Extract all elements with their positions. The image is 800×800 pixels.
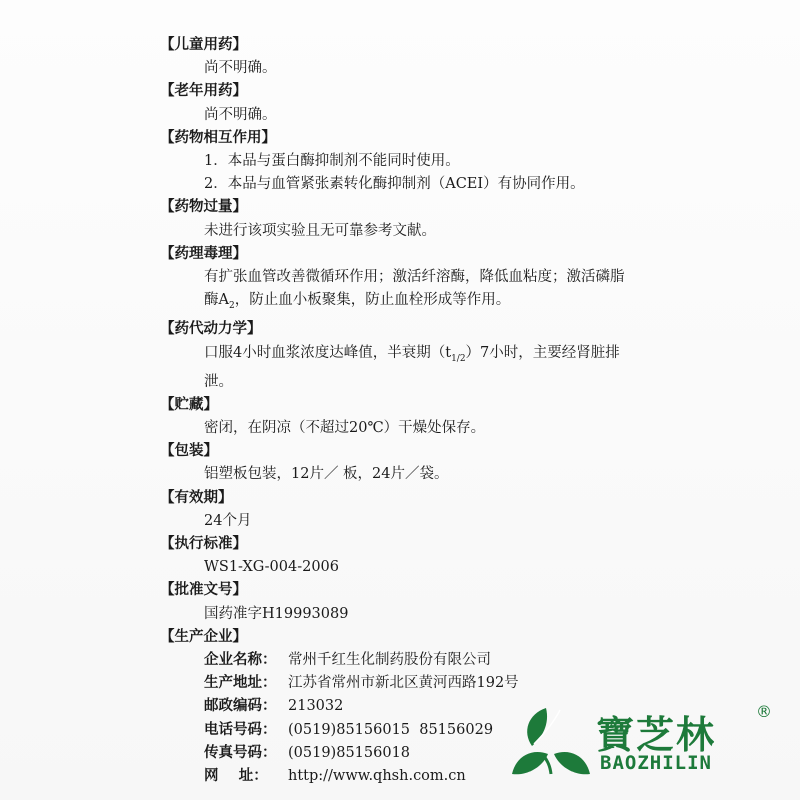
section-text-pharmacology <box>160 266 634 318</box>
section-text-overdose: 未进行该项实验且无可靠参考文献。 <box>204 222 436 239</box>
pharmacokinetics-text-b: ）7小时，主要经肾脏排泄。 <box>204 344 620 390</box>
leaf-logo-icon <box>508 700 594 780</box>
section-text-pharmacokinetics <box>160 342 634 394</box>
leaflet-text <box>160 34 640 788</box>
section-text-approval: 国药准字H19993089 <box>204 605 349 622</box>
logo-english-name: BAOZHILIN <box>600 752 712 774</box>
section-heading-interactions: 【药物相互作用】 <box>160 129 276 146</box>
section-heading-standard: 【执行标准】 <box>160 536 247 553</box>
manufacturer-value-address: 江苏省常州市新北区黄河西路192号 <box>288 675 519 692</box>
section-heading-package: 【包装】 <box>160 443 218 460</box>
manufacturer-value-fax: (0519)85156018 <box>288 744 411 761</box>
section-text-package: 铝塑板包装，12片／ 板，24片／袋。 <box>204 466 449 483</box>
manufacturer-value-name: 常州千红生化制药股份有限公司 <box>288 652 491 669</box>
interaction-item-2: 2．本品与血管紧张素转化酶抑制剂（ACEI）有协同作用。 <box>204 176 585 193</box>
manufacturer-label-address: 生产地址： <box>204 675 277 692</box>
section-heading-children: 【儿童用药】 <box>160 37 247 53</box>
section-heading-pharmacology: 【药理毒理】 <box>160 245 247 262</box>
manufacturer-row-name <box>160 649 640 672</box>
interaction-item-1: 1．本品与蛋白酶抑制剂不能同时使用。 <box>204 153 460 170</box>
section-heading-manufacturer: 【生产企业】 <box>160 628 247 645</box>
manufacturer-label-name: 企业名称： <box>204 652 277 669</box>
section-heading-overdose: 【药物过量】 <box>160 199 247 216</box>
manufacturer-row-address <box>160 672 640 695</box>
manufacturer-label-fax: 传真号码： <box>204 744 277 761</box>
manufacturer-value-phone: (0519)85156015 85156029 <box>288 721 494 738</box>
manufacturer-label-website: 网 址： <box>204 768 268 785</box>
pharmacology-text-b: ，防止血小板聚集，防止血栓形成等作用。 <box>234 292 511 309</box>
registered-mark: ® <box>756 702 772 721</box>
logo-chinese-name: 寶芝林 <box>596 712 717 757</box>
section-heading-elderly: 【老年用药】 <box>160 83 247 100</box>
brand-logo <box>508 700 778 780</box>
manufacturer-label-phone: 电话号码： <box>204 721 277 738</box>
section-text-validity: 24个月 <box>204 512 252 529</box>
pharmacology-text-a: 有扩张血管改善微循环作用；激活纤溶酶，降低血粘度；激活磷脂酶A <box>204 269 625 309</box>
section-text-standard: WS1-XG-004-2006 <box>204 559 339 576</box>
section-heading-validity: 【有效期】 <box>160 489 233 506</box>
pharmacology-subscript: 2 <box>228 301 235 312</box>
manufacturer-label-postcode: 邮政编码： <box>204 698 277 715</box>
pharmacokinetics-subscript: 1/2 <box>451 353 466 364</box>
section-text-storage: 密闭，在阴凉（不超过20℃）干燥处保存。 <box>204 420 486 437</box>
section-heading-pharmacokinetics: 【药代动力学】 <box>160 321 262 338</box>
pharmacokinetics-text-a: 口服4小时血浆浓度达峰值，半衰期（t <box>204 344 452 361</box>
section-heading-storage: 【贮藏】 <box>160 396 218 413</box>
section-heading-approval: 【批准文号】 <box>160 582 247 599</box>
section-text-elderly: 尚不明确。 <box>204 106 277 123</box>
manufacturer-value-website: http://www.qhsh.com.cn <box>288 768 466 785</box>
manufacturer-value-postcode: 213032 <box>288 698 344 715</box>
section-text-children: 尚不明确。 <box>204 60 277 77</box>
